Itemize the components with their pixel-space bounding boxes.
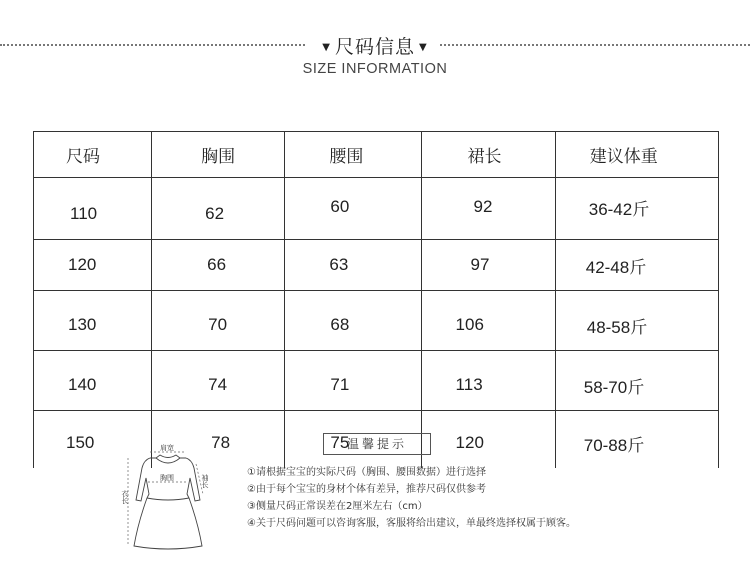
cell-size: 110 [34,178,152,240]
section-title [300,32,450,59]
cell-size: 130 [34,291,152,351]
label-shoulder: 肩宽 [160,444,174,452]
divider-left [0,44,305,46]
note-item: ①请根据宝宝的实际尺码（胸围、腰围数据）进行选择 [247,467,486,478]
cell-waist: 63 [285,240,421,291]
table-row [34,291,719,351]
divider-right [440,44,750,46]
cell-size: 150 [34,411,152,469]
label-sleeve: 袖长 [201,474,209,488]
tips-title: 温馨提示 [323,433,431,455]
column-header-length: 裙长 [421,132,555,178]
section-title-text: 尺码信息 [334,36,415,58]
column-header-size: 尺码 [34,132,152,178]
cell-chest: 66 [152,240,285,291]
size-table [33,131,719,468]
table-header-row [34,132,719,178]
triangle-down-icon: ▼ [419,42,428,53]
cell-length: 120 [421,411,555,469]
table-row [34,178,719,240]
column-header-waist: 腰围 [285,132,421,178]
cell-length: 113 [421,351,555,411]
section-subtitle: SIZE INFORMATION [302,61,448,77]
cell-waist: 60 [285,178,421,240]
note-item: ④关于尺码问题可以咨询客服，客服将给出建议，单最终选择权属于顾客。 [247,518,576,529]
cell-weight: 42-48斤 [555,240,718,291]
cell-waist: 68 [285,291,421,351]
label-chest: 胸围 [160,474,174,482]
cell-weight: 58-70斤 [555,351,718,411]
label-length: 衣长 [121,490,129,504]
dress-measurement-diagram [108,438,228,558]
cell-length: 106 [421,291,555,351]
cell-size: 140 [34,351,152,411]
cell-chest: 74 [152,351,285,411]
cell-weight: 36-42斤 [555,178,718,240]
table-row [34,351,719,411]
note-item: ②由于每个宝宝的身材个体有差异，推荐尺码仅供参考 [247,484,486,495]
cell-length: 92 [421,178,555,240]
cell-weight: 70-88斤 [555,411,718,469]
cell-length: 97 [421,240,555,291]
column-header-weight: 建议体重 [555,132,718,178]
column-header-chest: 胸围 [152,132,285,178]
triangle-down-icon: ▼ [322,42,331,53]
cell-chest: 62 [152,178,285,240]
cell-waist: 75 [285,411,421,469]
cell-waist: 71 [285,351,421,411]
cell-size: 120 [34,240,152,291]
tips-notes [247,464,576,532]
cell-chest: 70 [152,291,285,351]
cell-weight: 48-58斤 [555,291,718,351]
table-row [34,240,719,291]
note-item: ③侧量尺码正常误差在2厘米左右（cm） [247,501,428,512]
cell-chest: 78 [152,411,285,469]
